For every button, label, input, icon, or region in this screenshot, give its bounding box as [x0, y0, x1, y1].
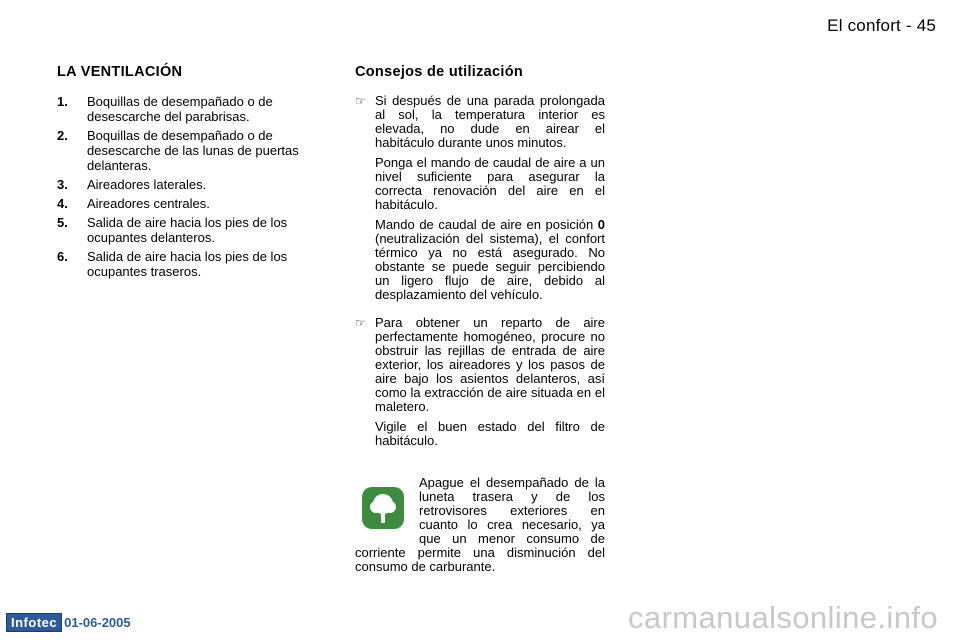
tip-paragraph — [375, 218, 605, 302]
ventilation-heading: LA VENTILACIÓN — [57, 64, 183, 80]
tip-paragraph: Si después de una parada prolongada al sol, la temperatura interior es elevada, no dude en airear el habitáculo durante unos minutos. — [375, 93, 605, 150]
list-item-number: 6. — [57, 249, 68, 264]
list-item-number: 5. — [57, 215, 68, 230]
tip-paragraph: Vigile el buen estado del filtro de habitáculo. — [375, 419, 605, 448]
eco-tip — [355, 476, 605, 574]
pointing-hand-icon: ☞ — [355, 94, 366, 108]
tip-body — [375, 94, 605, 308]
list-item — [57, 215, 312, 245]
footer-date: 01-06-2005 — [64, 615, 131, 630]
usage-tips-section — [355, 64, 605, 462]
eco-tip-text: Apague el desempañado de la luneta trasera y de los retrovisores exteriores en cuanto lo crea necesario, ya que un menor consumo de corriente permite una disminución del consumo de carburante. — [355, 475, 605, 574]
tip-text: (neutralización del sistema), el confort térmico ya no está asegurado. No obstante se puede seguir percibiendo un ligero flujo de aire, debido al desplazamiento del vehículo. — [375, 231, 605, 302]
list-item-number: 3. — [57, 177, 68, 192]
list-item-text: Salida de aire hacia los pies de los ocupantes traseros. — [87, 249, 288, 279]
pointing-hand-icon: ☞ — [355, 316, 366, 330]
list-item-number: 1. — [57, 94, 68, 109]
footer — [6, 613, 131, 632]
tip-block — [355, 316, 605, 454]
list-item-number: 4. — [57, 196, 68, 211]
infotec-logo: Infotec — [6, 613, 62, 632]
list-item-text: Aireadores laterales. — [87, 177, 207, 192]
list-item — [57, 249, 312, 279]
eco-tree-icon — [361, 486, 405, 530]
tip-text: Mando de caudal de aire en posición — [375, 217, 598, 232]
list-item-text: Salida de aire hacia los pies de los ocupantes delanteros. — [87, 215, 288, 245]
list-item-number: 2. — [57, 128, 68, 143]
tip-bold-value: 0 — [597, 217, 605, 232]
list-item — [57, 128, 312, 173]
list-item-text: Boquillas de desempañado o de desescarche de las lunas de puertas delanteras. — [87, 128, 299, 173]
list-item-text: Boquillas de desempañado o de desescarche del parabrisas. — [87, 94, 273, 124]
tip-block — [355, 94, 605, 308]
list-item — [57, 196, 312, 211]
tip-paragraph: Para obtener un reparto de aire perfectamente homogéneo, procure no obstruir las rejillas de entrada de aire exterior, los aireadores y los pasos de aire bajo los asientos delanteros, así como la extracción de aire situada en el maletero. — [375, 315, 605, 414]
tip-body — [375, 316, 605, 454]
usage-tips-heading: Consejos de utilización — [355, 64, 524, 80]
list-item — [57, 94, 312, 124]
watermark: carmanualsonline.info — [628, 600, 938, 635]
ventilation-section — [57, 64, 312, 283]
list-item-text: Aireadores centrales. — [87, 196, 210, 211]
tip-paragraph: Ponga el mando de caudal de aire a un nivel suficiente para asegurar la correcta renovación del aire en el habitáculo. — [375, 155, 605, 212]
list-item — [57, 177, 312, 192]
page-title: El confort - 45 — [827, 16, 936, 35]
